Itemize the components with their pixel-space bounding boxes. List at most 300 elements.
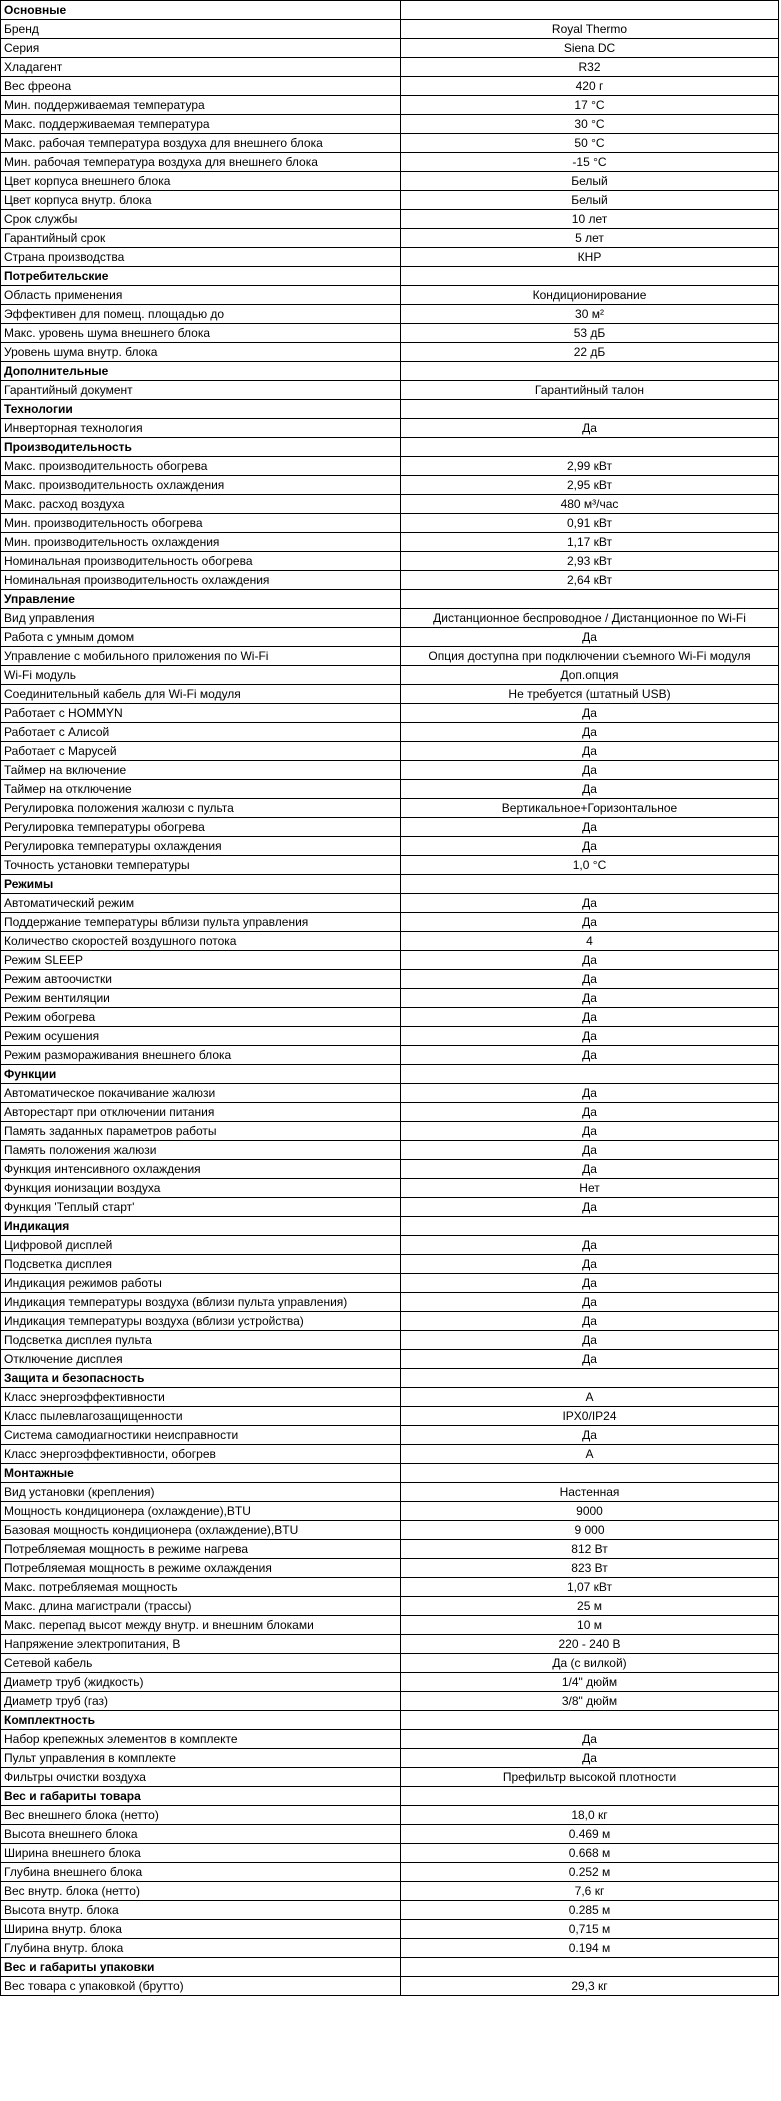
spec-row bbox=[1, 134, 779, 153]
spec-row bbox=[1, 1312, 779, 1331]
spec-label: Соединительный кабель для Wi-Fi модуля bbox=[1, 685, 401, 704]
spec-value: Кондиционирование bbox=[401, 286, 779, 305]
section-title: Вес и габариты товара bbox=[1, 1787, 401, 1806]
spec-value: Да bbox=[401, 628, 779, 647]
spec-value: 1,07 кВт bbox=[401, 1578, 779, 1597]
spec-row bbox=[1, 1977, 779, 1996]
section-title: Комплектность bbox=[1, 1711, 401, 1730]
spec-row bbox=[1, 1388, 779, 1407]
spec-value: Да bbox=[401, 1274, 779, 1293]
spec-label: Номинальная производительность охлаждения bbox=[1, 571, 401, 590]
spec-value: 4 bbox=[401, 932, 779, 951]
spec-row bbox=[1, 1616, 779, 1635]
spec-label: Ширина внешнего блока bbox=[1, 1844, 401, 1863]
spec-row bbox=[1, 1540, 779, 1559]
spec-label: Режим автоочистки bbox=[1, 970, 401, 989]
spec-row bbox=[1, 1749, 779, 1768]
spec-row bbox=[1, 324, 779, 343]
spec-row bbox=[1, 1882, 779, 1901]
spec-label: Количество скоростей воздушного потока bbox=[1, 932, 401, 951]
spec-label: Wi-Fi модуль bbox=[1, 666, 401, 685]
spec-value: Да bbox=[401, 1312, 779, 1331]
spec-label: Работает с Марусей bbox=[1, 742, 401, 761]
spec-value: Да bbox=[401, 1255, 779, 1274]
spec-label: Бренд bbox=[1, 20, 401, 39]
spec-value: Гарантийный талон bbox=[401, 381, 779, 400]
spec-label: Номинальная производительность обогрева bbox=[1, 552, 401, 571]
spec-row bbox=[1, 1483, 779, 1502]
spec-row bbox=[1, 552, 779, 571]
spec-label: Цвет корпуса внешнего блока bbox=[1, 172, 401, 191]
spec-label: Индикация температуры воздуха (вблизи пульта управления) bbox=[1, 1293, 401, 1312]
spec-value: 5 лет bbox=[401, 229, 779, 248]
spec-row bbox=[1, 571, 779, 590]
spec-label: Система самодиагностики неисправности bbox=[1, 1426, 401, 1445]
spec-label: Макс. перепад высот между внутр. и внешним блоками bbox=[1, 1616, 401, 1635]
spec-label: Мин. производительность обогрева bbox=[1, 514, 401, 533]
spec-row bbox=[1, 58, 779, 77]
section-title-blank bbox=[401, 1217, 779, 1236]
spec-label: Мощность кондиционера (охлаждение),BTU bbox=[1, 1502, 401, 1521]
spec-value: 0.252 м bbox=[401, 1863, 779, 1882]
spec-value: Да bbox=[401, 1160, 779, 1179]
spec-label: Потребляемая мощность в режиме нагрева bbox=[1, 1540, 401, 1559]
spec-label: Макс. расход воздуха bbox=[1, 495, 401, 514]
spec-value: 0.469 м bbox=[401, 1825, 779, 1844]
section-title-blank bbox=[401, 362, 779, 381]
spec-row bbox=[1, 1198, 779, 1217]
spec-label: Таймер на включение bbox=[1, 761, 401, 780]
spec-value: Да bbox=[401, 1084, 779, 1103]
spec-label: Фильтры очистки воздуха bbox=[1, 1768, 401, 1787]
spec-value: Префильтр высокой плотности bbox=[401, 1768, 779, 1787]
spec-label: Управление с мобильного приложения по Wi-Fi bbox=[1, 647, 401, 666]
spec-row bbox=[1, 1939, 779, 1958]
section-title-blank bbox=[401, 400, 779, 419]
spec-label: Индикация температуры воздуха (вблизи устройства) bbox=[1, 1312, 401, 1331]
spec-label: Гарантийный срок bbox=[1, 229, 401, 248]
spec-row bbox=[1, 989, 779, 1008]
spec-value: Да bbox=[401, 1730, 779, 1749]
spec-value: 420 г bbox=[401, 77, 779, 96]
spec-row bbox=[1, 1331, 779, 1350]
section-header bbox=[1, 267, 779, 286]
spec-value: IPX0/IP24 bbox=[401, 1407, 779, 1426]
spec-row bbox=[1, 115, 779, 134]
spec-label: Серия bbox=[1, 39, 401, 58]
spec-row bbox=[1, 286, 779, 305]
section-title-blank bbox=[401, 875, 779, 894]
spec-value: 480 м³/час bbox=[401, 495, 779, 514]
section-header bbox=[1, 1369, 779, 1388]
section-title: Функции bbox=[1, 1065, 401, 1084]
spec-label: Макс. производительность охлаждения bbox=[1, 476, 401, 495]
section-title-blank bbox=[401, 1065, 779, 1084]
spec-label: Вес внешнего блока (нетто) bbox=[1, 1806, 401, 1825]
spec-value: 7,6 кг bbox=[401, 1882, 779, 1901]
spec-row bbox=[1, 305, 779, 324]
spec-label: Инверторная технология bbox=[1, 419, 401, 438]
spec-value: 22 дБ bbox=[401, 343, 779, 362]
spec-value: Да bbox=[401, 704, 779, 723]
spec-row bbox=[1, 1236, 779, 1255]
spec-value: Да bbox=[401, 989, 779, 1008]
spec-value: 1,0 °C bbox=[401, 856, 779, 875]
spec-label: Регулировка положения жалюзи с пульта bbox=[1, 799, 401, 818]
spec-label: Регулировка температуры охлаждения bbox=[1, 837, 401, 856]
section-header bbox=[1, 1, 779, 20]
spec-row bbox=[1, 191, 779, 210]
spec-label: Мин. производительность охлаждения bbox=[1, 533, 401, 552]
spec-value: 2,93 кВт bbox=[401, 552, 779, 571]
spec-value: Да bbox=[401, 1198, 779, 1217]
spec-row bbox=[1, 1426, 779, 1445]
spec-label: Ширина внутр. блока bbox=[1, 1920, 401, 1939]
spec-value: 29,3 кг bbox=[401, 1977, 779, 1996]
spec-row bbox=[1, 837, 779, 856]
spec-value: 25 м bbox=[401, 1597, 779, 1616]
spec-row bbox=[1, 970, 779, 989]
spec-label: Глубина внутр. блока bbox=[1, 1939, 401, 1958]
spec-row bbox=[1, 1274, 779, 1293]
spec-row bbox=[1, 514, 779, 533]
section-title-blank bbox=[401, 267, 779, 286]
section-title-blank bbox=[401, 1787, 779, 1806]
spec-value: Настенная bbox=[401, 1483, 779, 1502]
section-title: Монтажные bbox=[1, 1464, 401, 1483]
spec-label: Работает с HOMMYN bbox=[1, 704, 401, 723]
spec-label: Режим SLEEP bbox=[1, 951, 401, 970]
spec-label: Диаметр труб (жидкость) bbox=[1, 1673, 401, 1692]
spec-row bbox=[1, 894, 779, 913]
spec-value: 17 °C bbox=[401, 96, 779, 115]
spec-label: Уровень шума внутр. блока bbox=[1, 343, 401, 362]
spec-row bbox=[1, 647, 779, 666]
spec-value: 2,99 кВт bbox=[401, 457, 779, 476]
spec-row bbox=[1, 1255, 779, 1274]
spec-value: 220 - 240 В bbox=[401, 1635, 779, 1654]
spec-row bbox=[1, 1350, 779, 1369]
spec-value: Да bbox=[401, 761, 779, 780]
section-header bbox=[1, 1065, 779, 1084]
spec-value: 2,95 кВт bbox=[401, 476, 779, 495]
spec-value: Да bbox=[401, 1103, 779, 1122]
spec-label: Класс энергоэффективности bbox=[1, 1388, 401, 1407]
spec-value: Да bbox=[401, 419, 779, 438]
spec-row bbox=[1, 628, 779, 647]
spec-value: Да bbox=[401, 951, 779, 970]
spec-row bbox=[1, 1597, 779, 1616]
spec-row bbox=[1, 229, 779, 248]
spec-row bbox=[1, 951, 779, 970]
spec-row bbox=[1, 1768, 779, 1787]
spec-row bbox=[1, 20, 779, 39]
spec-row bbox=[1, 1635, 779, 1654]
spec-row bbox=[1, 1901, 779, 1920]
spec-label: Цвет корпуса внутр. блока bbox=[1, 191, 401, 210]
spec-label: Отключение дисплея bbox=[1, 1350, 401, 1369]
spec-value: Да bbox=[401, 1350, 779, 1369]
spec-value: Да (с вилкой) bbox=[401, 1654, 779, 1673]
spec-row bbox=[1, 1578, 779, 1597]
spec-value: Да bbox=[401, 1046, 779, 1065]
spec-label: Страна производства bbox=[1, 248, 401, 267]
spec-label: Память заданных параметров работы bbox=[1, 1122, 401, 1141]
spec-row bbox=[1, 1844, 779, 1863]
section-header bbox=[1, 362, 779, 381]
spec-label: Макс. рабочая температура воздуха для внешнего блока bbox=[1, 134, 401, 153]
spec-value: 9000 bbox=[401, 1502, 779, 1521]
spec-value: Да bbox=[401, 894, 779, 913]
spec-label: Срок службы bbox=[1, 210, 401, 229]
spec-row bbox=[1, 1407, 779, 1426]
spec-value: Siena DC bbox=[401, 39, 779, 58]
spec-row bbox=[1, 533, 779, 552]
spec-value: A bbox=[401, 1445, 779, 1464]
spec-row bbox=[1, 1122, 779, 1141]
spec-row bbox=[1, 1103, 779, 1122]
spec-label: Работает с Алисой bbox=[1, 723, 401, 742]
section-title-blank bbox=[401, 438, 779, 457]
section-title: Основные bbox=[1, 1, 401, 20]
spec-value: Да bbox=[401, 723, 779, 742]
spec-row bbox=[1, 1863, 779, 1882]
spec-value: Да bbox=[401, 1293, 779, 1312]
spec-label: Класс энергоэффективности, обогрев bbox=[1, 1445, 401, 1464]
spec-value: 30 °C bbox=[401, 115, 779, 134]
spec-value: Да bbox=[401, 1141, 779, 1160]
spec-label: Диаметр труб (газ) bbox=[1, 1692, 401, 1711]
spec-label: Эффективен для помещ. площадью до bbox=[1, 305, 401, 324]
section-title-blank bbox=[401, 590, 779, 609]
section-title-blank bbox=[401, 1464, 779, 1483]
section-title: Технологии bbox=[1, 400, 401, 419]
spec-value: Да bbox=[401, 1236, 779, 1255]
spec-label: Вес товара с упаковкой (брутто) bbox=[1, 1977, 401, 1996]
spec-row bbox=[1, 153, 779, 172]
spec-label: Мин. поддерживаемая температура bbox=[1, 96, 401, 115]
spec-label: Вес фреона bbox=[1, 77, 401, 96]
section-title: Вес и габариты упаковки bbox=[1, 1958, 401, 1977]
spec-row bbox=[1, 761, 779, 780]
spec-row bbox=[1, 1730, 779, 1749]
spec-label: Точность установки температуры bbox=[1, 856, 401, 875]
spec-row bbox=[1, 1806, 779, 1825]
spec-value: Royal Thermo bbox=[401, 20, 779, 39]
spec-row bbox=[1, 1920, 779, 1939]
spec-row bbox=[1, 780, 779, 799]
spec-value: 0.285 м bbox=[401, 1901, 779, 1920]
section-header bbox=[1, 590, 779, 609]
section-header bbox=[1, 1464, 779, 1483]
spec-label: Мин. рабочая температура воздуха для внешнего блока bbox=[1, 153, 401, 172]
spec-row bbox=[1, 1084, 779, 1103]
spec-row bbox=[1, 77, 779, 96]
spec-value: 10 лет bbox=[401, 210, 779, 229]
specifications-body bbox=[1, 1, 779, 1996]
spec-label: Базовая мощность кондиционера (охлаждение),BTU bbox=[1, 1521, 401, 1540]
section-header bbox=[1, 1217, 779, 1236]
spec-label: Режим осушения bbox=[1, 1027, 401, 1046]
spec-value: 1/4" дюйм bbox=[401, 1673, 779, 1692]
section-title: Производительность bbox=[1, 438, 401, 457]
spec-label: Функция 'Теплый старт' bbox=[1, 1198, 401, 1217]
section-title: Индикация bbox=[1, 1217, 401, 1236]
spec-label: Режим размораживания внешнего блока bbox=[1, 1046, 401, 1065]
spec-value: Вертикальное+Горизонтальное bbox=[401, 799, 779, 818]
spec-row bbox=[1, 685, 779, 704]
spec-value: R32 bbox=[401, 58, 779, 77]
spec-label: Таймер на отключение bbox=[1, 780, 401, 799]
section-title: Управление bbox=[1, 590, 401, 609]
spec-row bbox=[1, 210, 779, 229]
spec-label: Автоматический режим bbox=[1, 894, 401, 913]
spec-value: 30 м² bbox=[401, 305, 779, 324]
spec-value: 53 дБ bbox=[401, 324, 779, 343]
spec-value: 0.194 м bbox=[401, 1939, 779, 1958]
section-title-blank bbox=[401, 1, 779, 20]
spec-label: Авторестарт при отключении питания bbox=[1, 1103, 401, 1122]
spec-value: 823 Вт bbox=[401, 1559, 779, 1578]
spec-label: Сетевой кабель bbox=[1, 1654, 401, 1673]
spec-value: Да bbox=[401, 1122, 779, 1141]
spec-row bbox=[1, 704, 779, 723]
spec-row bbox=[1, 666, 779, 685]
spec-row bbox=[1, 913, 779, 932]
section-title-blank bbox=[401, 1369, 779, 1388]
spec-row bbox=[1, 742, 779, 761]
spec-label: Макс. потребляемая мощность bbox=[1, 1578, 401, 1597]
section-header bbox=[1, 1787, 779, 1806]
spec-label: Набор крепежных элементов в комплекте bbox=[1, 1730, 401, 1749]
spec-row bbox=[1, 1046, 779, 1065]
spec-label: Класс пылевлагозащищенности bbox=[1, 1407, 401, 1426]
spec-row bbox=[1, 1654, 779, 1673]
spec-row bbox=[1, 1692, 779, 1711]
spec-value: Не требуется (штатный USB) bbox=[401, 685, 779, 704]
spec-value: 50 °C bbox=[401, 134, 779, 153]
spec-label: Область применения bbox=[1, 286, 401, 305]
spec-value: Нет bbox=[401, 1179, 779, 1198]
spec-label: Пульт управления в комплекте bbox=[1, 1749, 401, 1768]
spec-value: 10 м bbox=[401, 1616, 779, 1635]
spec-row bbox=[1, 1521, 779, 1540]
spec-label: Высота внешнего блока bbox=[1, 1825, 401, 1844]
spec-label: Макс. поддерживаемая температура bbox=[1, 115, 401, 134]
section-title: Дополнительные bbox=[1, 362, 401, 381]
spec-label: Макс. уровень шума внешнего блока bbox=[1, 324, 401, 343]
spec-value: Да bbox=[401, 913, 779, 932]
spec-value: 9 000 bbox=[401, 1521, 779, 1540]
section-title-blank bbox=[401, 1958, 779, 1977]
spec-label: Вид управления bbox=[1, 609, 401, 628]
spec-row bbox=[1, 343, 779, 362]
spec-row bbox=[1, 609, 779, 628]
spec-row bbox=[1, 476, 779, 495]
spec-row bbox=[1, 1559, 779, 1578]
spec-value: Да bbox=[401, 818, 779, 837]
spec-row bbox=[1, 1673, 779, 1692]
spec-value: Да bbox=[401, 780, 779, 799]
spec-value: 1,17 кВт bbox=[401, 533, 779, 552]
spec-row bbox=[1, 856, 779, 875]
section-title: Режимы bbox=[1, 875, 401, 894]
section-header bbox=[1, 1711, 779, 1730]
spec-label: Подсветка дисплея пульта bbox=[1, 1331, 401, 1350]
spec-row bbox=[1, 1141, 779, 1160]
spec-row bbox=[1, 723, 779, 742]
spec-value: Опция доступна при подключении съемного Wi-Fi модуля bbox=[401, 647, 779, 666]
spec-value: A bbox=[401, 1388, 779, 1407]
spec-row bbox=[1, 248, 779, 267]
spec-value: КНР bbox=[401, 248, 779, 267]
spec-value: 0.668 м bbox=[401, 1844, 779, 1863]
spec-label: Макс. длина магистрали (трассы) bbox=[1, 1597, 401, 1616]
spec-label: Индикация режимов работы bbox=[1, 1274, 401, 1293]
spec-label: Напряжение электропитания, В bbox=[1, 1635, 401, 1654]
spec-value: Да bbox=[401, 1426, 779, 1445]
spec-value: Да bbox=[401, 1749, 779, 1768]
spec-row bbox=[1, 495, 779, 514]
spec-value: Дистанционное беспроводное / Дистанционное по Wi-Fi bbox=[401, 609, 779, 628]
spec-value: Да bbox=[401, 1331, 779, 1350]
spec-label: Потребляемая мощность в режиме охлаждения bbox=[1, 1559, 401, 1578]
spec-row bbox=[1, 39, 779, 58]
spec-row bbox=[1, 1445, 779, 1464]
spec-value: 0,715 м bbox=[401, 1920, 779, 1939]
spec-value: Доп.опция bbox=[401, 666, 779, 685]
spec-row bbox=[1, 818, 779, 837]
spec-label: Автоматическое покачивание жалюзи bbox=[1, 1084, 401, 1103]
section-header bbox=[1, 400, 779, 419]
spec-row bbox=[1, 381, 779, 400]
spec-label: Цифровой дисплей bbox=[1, 1236, 401, 1255]
spec-label: Регулировка температуры обогрева bbox=[1, 818, 401, 837]
spec-label: Глубина внешнего блока bbox=[1, 1863, 401, 1882]
spec-row bbox=[1, 1293, 779, 1312]
spec-value: Да bbox=[401, 970, 779, 989]
spec-value: Белый bbox=[401, 191, 779, 210]
spec-row bbox=[1, 457, 779, 476]
section-header bbox=[1, 875, 779, 894]
spec-row bbox=[1, 172, 779, 191]
spec-label: Подсветка дисплея bbox=[1, 1255, 401, 1274]
spec-label: Высота внутр. блока bbox=[1, 1901, 401, 1920]
spec-value: Да bbox=[401, 742, 779, 761]
spec-row bbox=[1, 419, 779, 438]
section-title-blank bbox=[401, 1711, 779, 1730]
spec-row bbox=[1, 96, 779, 115]
spec-label: Вид установки (крепления) bbox=[1, 1483, 401, 1502]
spec-row bbox=[1, 1179, 779, 1198]
spec-label: Макс. производительность обогрева bbox=[1, 457, 401, 476]
spec-row bbox=[1, 932, 779, 951]
spec-value: 3/8" дюйм bbox=[401, 1692, 779, 1711]
spec-row bbox=[1, 799, 779, 818]
spec-label: Вес внутр. блока (нетто) bbox=[1, 1882, 401, 1901]
spec-row bbox=[1, 1825, 779, 1844]
section-header bbox=[1, 1958, 779, 1977]
section-title: Потребительские bbox=[1, 267, 401, 286]
spec-label: Хладагент bbox=[1, 58, 401, 77]
spec-label: Гарантийный документ bbox=[1, 381, 401, 400]
section-title: Защита и безопасность bbox=[1, 1369, 401, 1388]
spec-row bbox=[1, 1027, 779, 1046]
spec-value: Да bbox=[401, 1008, 779, 1027]
spec-value: 0,91 кВт bbox=[401, 514, 779, 533]
spec-value: Да bbox=[401, 837, 779, 856]
spec-value: 18,0 кг bbox=[401, 1806, 779, 1825]
